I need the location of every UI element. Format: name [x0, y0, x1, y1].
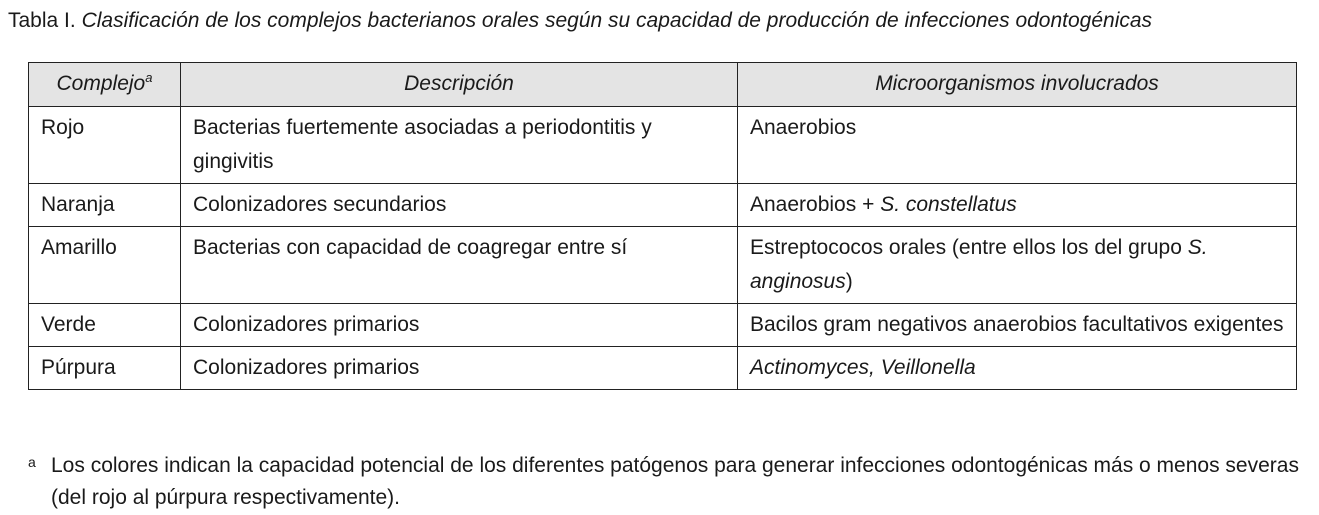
micro-text: Bacilos gram negativos anaerobios facultativos exigentes — [750, 313, 1284, 336]
micro-species: S. anginosus — [750, 236, 1208, 293]
table-footnote — [28, 450, 1303, 514]
micro-text: Anaerobios + — [750, 193, 881, 216]
cell-descripcion: Colonizadores secundarios — [181, 184, 738, 227]
footnote-mark: a — [28, 454, 36, 470]
table-row — [29, 184, 1297, 227]
caption-label: Tabla I. — [8, 9, 76, 32]
table-row — [29, 107, 1297, 184]
footnote-text: Los colores indican la capacidad potencial de los diferentes patógenos para generar infecciones odontogénicas más o menos severas (del rojo al púrpura respectivamente). — [51, 454, 1299, 509]
header-descripcion: Descripción — [181, 63, 738, 107]
cell-descripcion: Bacterias fuertemente asociadas a periodontitis y gingivitis — [181, 107, 738, 184]
micro-species: Actinomyces, Veillonella — [750, 356, 976, 379]
cell-microorganismos — [738, 304, 1297, 347]
table-row — [29, 227, 1297, 304]
table-row — [29, 347, 1297, 390]
header-footnote-mark: a — [145, 70, 153, 85]
cell-complejo: Rojo — [29, 107, 181, 184]
micro-text: Estreptococos orales (entre ellos los del grupo — [750, 236, 1188, 259]
header-complejo — [29, 63, 181, 107]
micro-text: Anaerobios — [750, 116, 857, 139]
cell-microorganismos — [738, 227, 1297, 304]
micro-tail: ) — [845, 270, 853, 293]
header-complejo-label: Complejo — [56, 72, 146, 95]
table-header-row — [29, 63, 1297, 107]
cell-descripcion: Bacterias con capacidad de coagregar entre sí — [181, 227, 738, 304]
cell-microorganismos — [738, 184, 1297, 227]
micro-species: S. constellatus — [880, 193, 1017, 216]
cell-microorganismos — [738, 107, 1297, 184]
cell-complejo: Verde — [29, 304, 181, 347]
cell-microorganismos — [738, 347, 1297, 390]
header-microorganismos: Microorganismos involucrados — [738, 63, 1297, 107]
cell-descripcion: Colonizadores primarios — [181, 304, 738, 347]
cell-complejo: Naranja — [29, 184, 181, 227]
cell-descripcion: Colonizadores primarios — [181, 347, 738, 390]
cell-complejo: Púrpura — [29, 347, 181, 390]
caption-title: Clasificación de los complejos bacterianos orales según su capacidad de producción de infecciones odontogénicas — [81, 9, 1153, 32]
complexes-table — [28, 62, 1297, 390]
cell-complejo: Amarillo — [29, 227, 181, 304]
table-caption — [8, 7, 1313, 35]
table-row — [29, 304, 1297, 347]
